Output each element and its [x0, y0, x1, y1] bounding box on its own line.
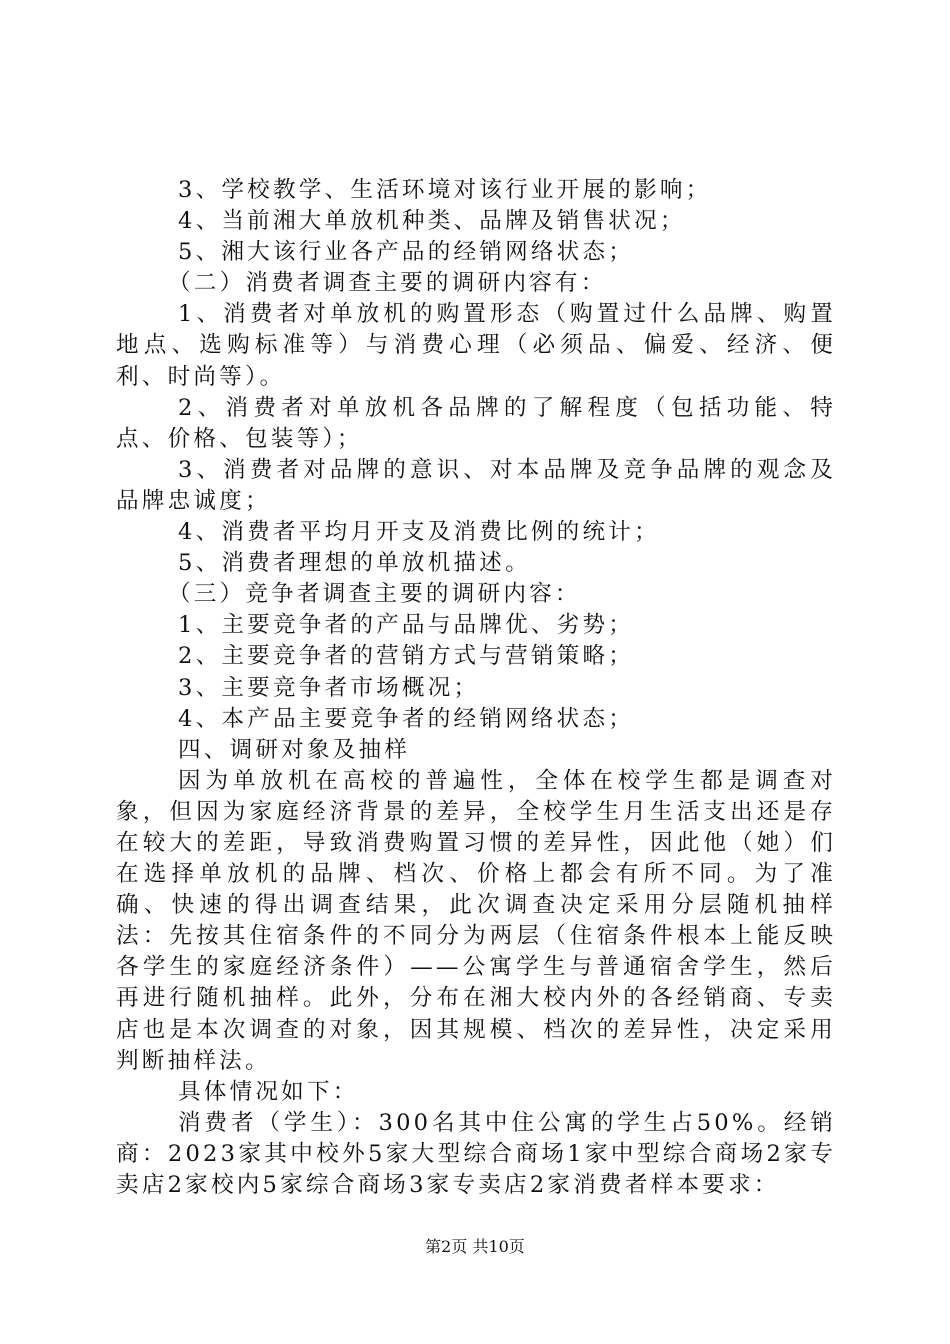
paragraph-consumer-4: 4、消费者平均月开支及消费比例的统计；	[178, 519, 660, 546]
paragraph-competitor-2: 2、主要竞争者的营销方式与营销策略；	[178, 643, 635, 670]
paragraph-consumer-1: 1、消费者对单放机的购置形态（购置过什么品牌、购置地点、选购标准等）与消费心理（必须品、偏爱、经济、便利、时尚等）。	[116, 301, 836, 390]
paragraph-competitor-3: 3、主要竞争者市场概况；	[178, 674, 480, 701]
paragraph-consumer-2: 2、消费者对单放机各品牌的了解程度（包括功能、特点、价格、包装等）；	[116, 394, 836, 452]
paragraph-competitor-1: 1、主要竞争者的产品与品牌优、劣势；	[178, 612, 635, 639]
paragraph-details-intro: 具体情况如下：	[178, 1078, 359, 1105]
paragraph-item-3: 3、学校教学、生活环境对该行业开展的影响；	[178, 177, 712, 203]
paragraph-competitor-4: 4、本产品主要竞争者的经销网络状态；	[178, 705, 635, 732]
section-heading-consumer: （二）消费者调查主要的调研内容有：	[168, 270, 607, 297]
paragraph-consumer-5: 5、消费者理想的单放机描述。	[178, 550, 531, 577]
paragraph-details-body: 消费者（学生）：300名其中住公寓的学生占50%。经销商：2023家其中校外5家大型综合商场1家中型综合商场2家专卖店2家校内5家综合商场3家专卖店2家消费者样本要求：	[116, 1109, 836, 1198]
paragraph-sampling-body: 因为单放机在高校的普遍性，全体在校学生都是调查对象，但因为家庭经济背景的差异，全校学生月生活支出还是存在较大的差距，导致消费购置习惯的差异性，因此他（她）们在选择单放机的品牌、档次、价格上都会有所不同。为了准确、快速的得出调查结果，此次调查决定采用分层随机抽样法：先按其住宿条件的不同分为两层（住宿条件根本上能反映各学生的家庭经济条件）——公寓学生与普通宿舍学生，然后再进行随机抽样。此外，分布在湘大校内外的各经销商、专卖店也是本次调查的对象，因其规模、档次的差异性，决定采用判断抽样法。	[116, 767, 836, 1074]
document-body	[116, 175, 836, 1201]
paragraph-consumer-3: 3、消费者对品牌的意识、对本品牌及竞争品牌的观念及品牌忠诚度；	[116, 456, 836, 514]
section-heading-sampling: 四、调研对象及抽样	[178, 736, 411, 763]
paragraph-item-5: 5、湘大该行业各产品的经销网络状态；	[178, 239, 635, 266]
paragraph-item-4: 4、当前湘大单放机种类、品牌及销售状况；	[178, 208, 686, 235]
page-footer: 第2页 共10页	[425, 1237, 525, 1256]
section-heading-competitor: （三）竞争者调查主要的调研内容：	[168, 581, 581, 608]
